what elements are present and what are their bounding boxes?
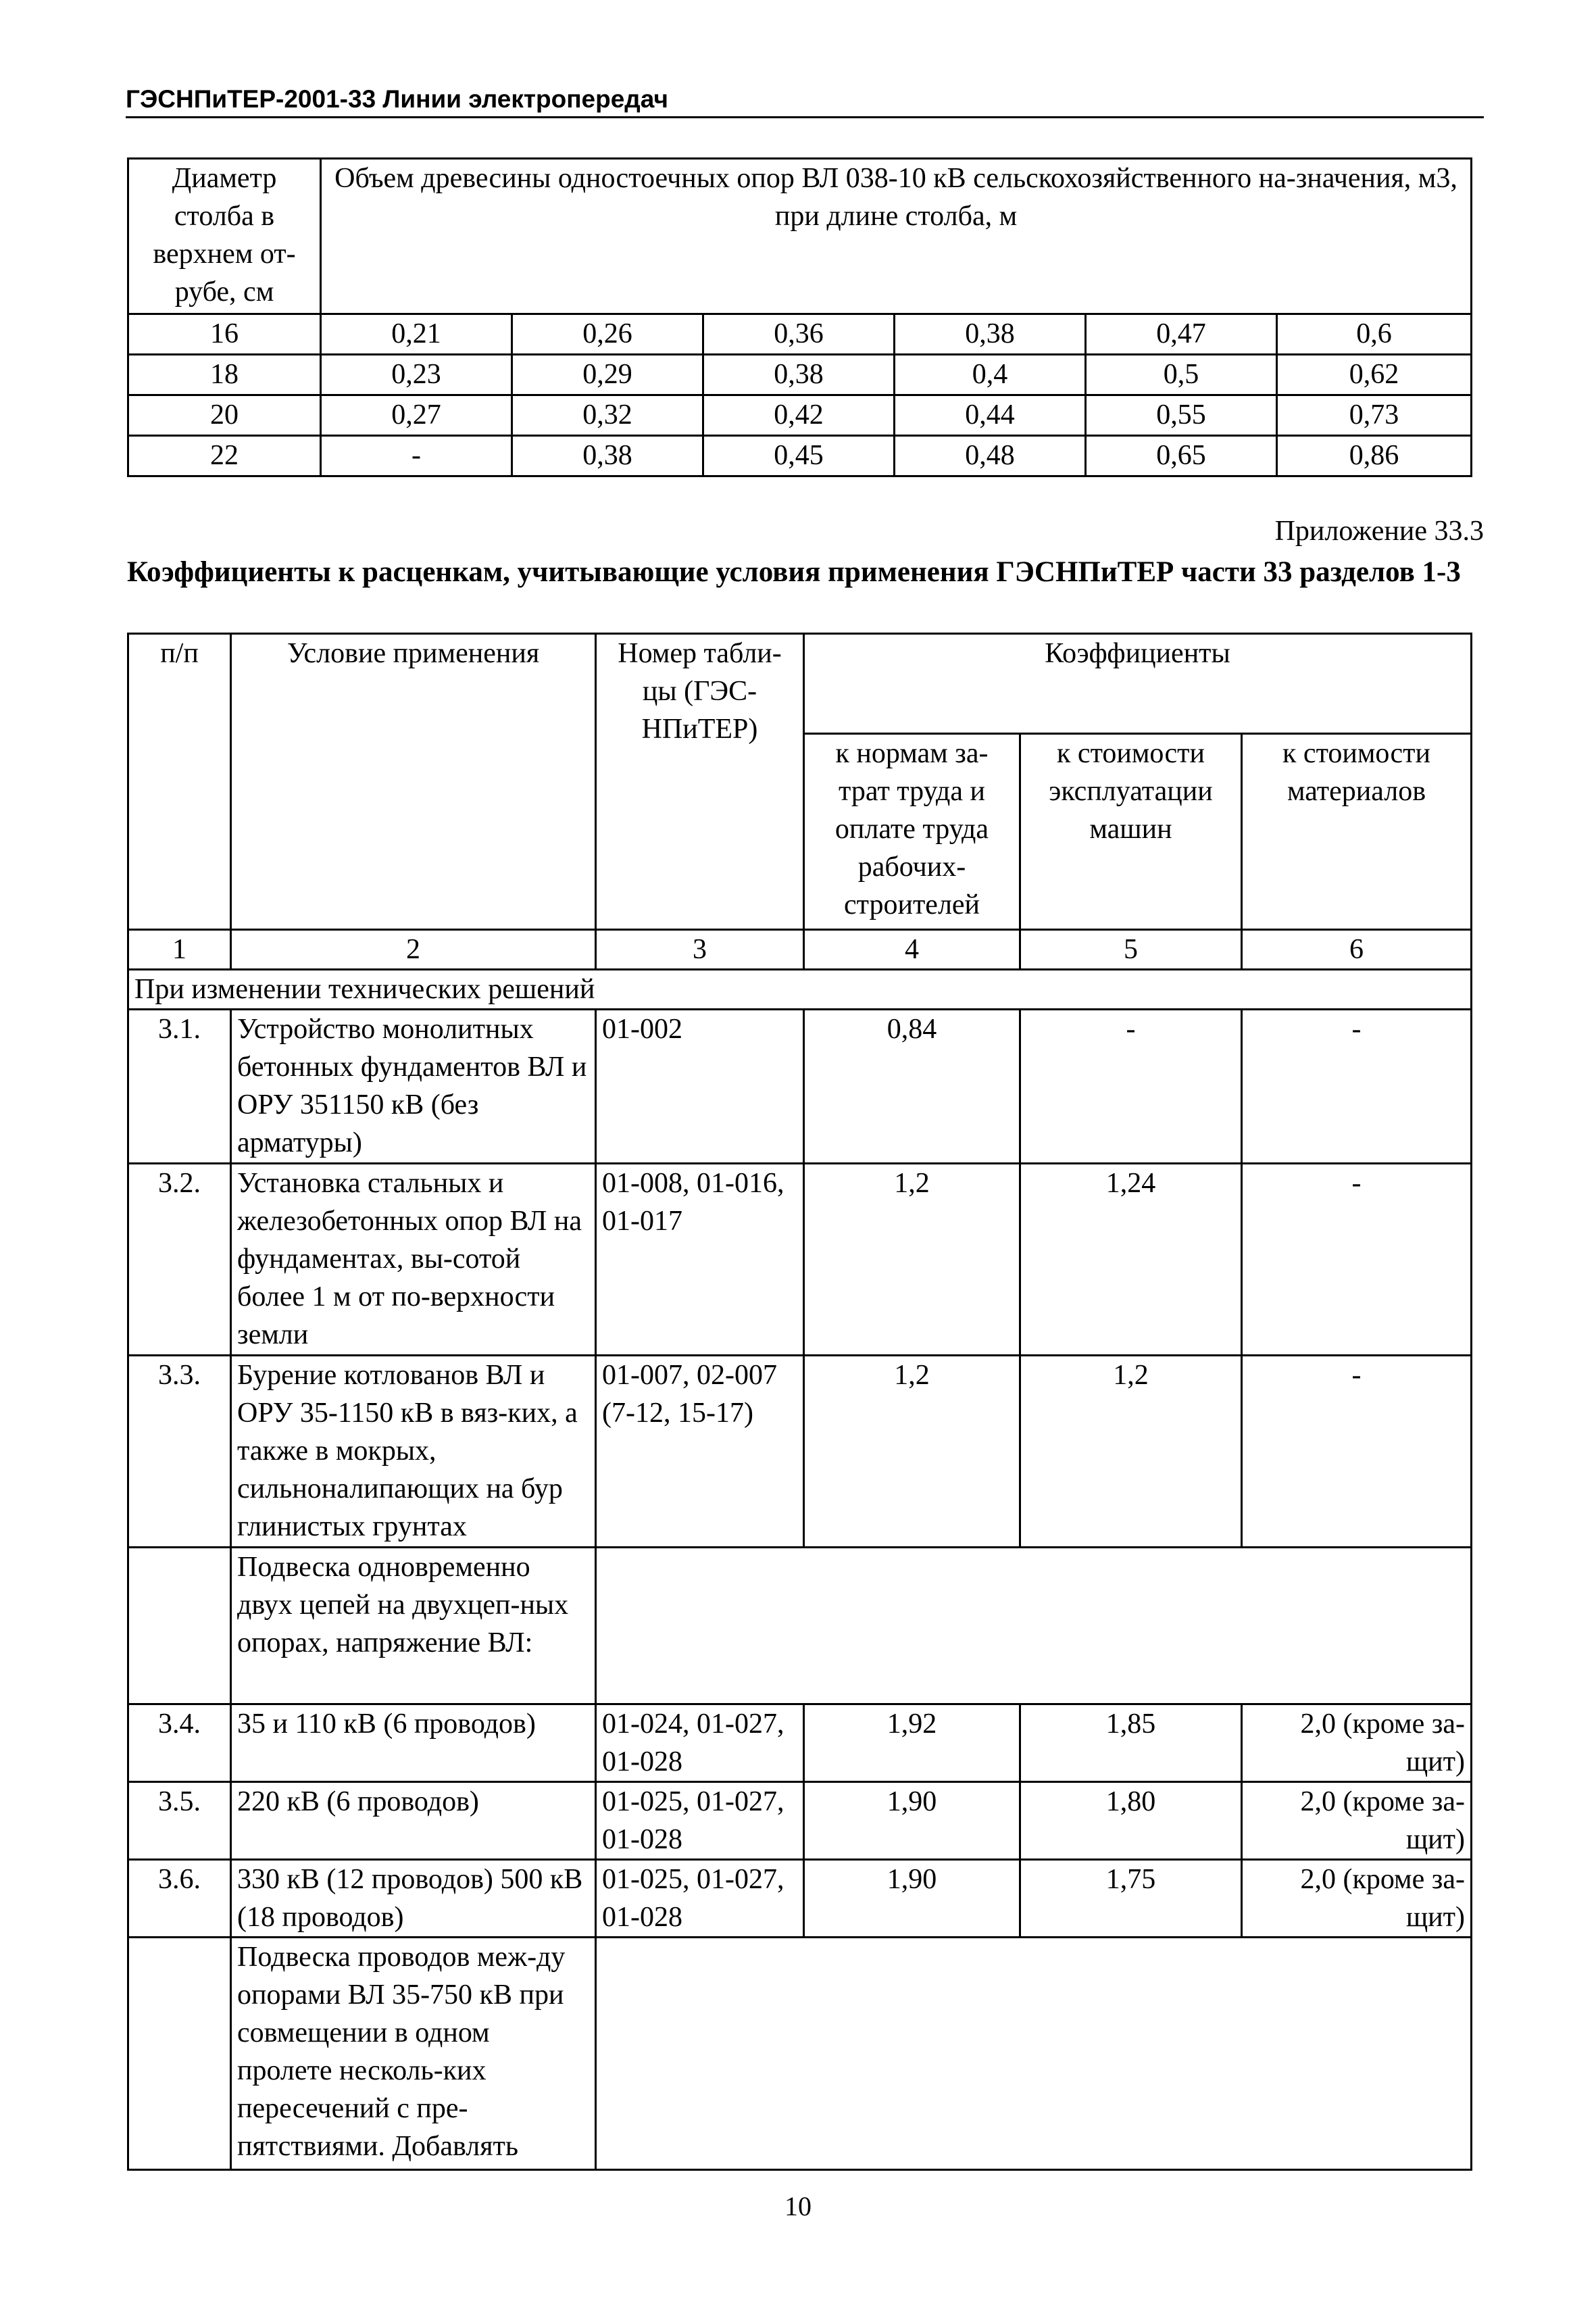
volume-cell: 0,73 xyxy=(1277,395,1472,436)
volume-cell: 0,86 xyxy=(1277,436,1472,476)
subheader-num-empty xyxy=(128,1548,231,1704)
coefficients-table xyxy=(127,633,1472,2171)
row-labor-coef: 1,2 xyxy=(804,1164,1020,1356)
row-table-number: 01-008, 01-016, 01-017 xyxy=(596,1164,804,1356)
volume-cell: 0,48 xyxy=(895,436,1086,476)
row-condition: Бурение котлованов ВЛ и ОРУ 35-1150 кВ в вяз-ких, а также в мокрых, сильноналипающих на бур глинистых грунтах xyxy=(231,1356,596,1548)
row-table-number: 01-025, 01-027, 01-028 xyxy=(596,1860,804,1938)
volume-cell: 0,42 xyxy=(703,395,895,436)
volume-cell: 0,44 xyxy=(895,395,1086,436)
row-machines-coef: 1,24 xyxy=(1020,1164,1242,1356)
subheader-condition: Подвеска одновременно двух цепей на двухцеп-ных опорах, напряжение ВЛ: xyxy=(231,1548,596,1704)
row-table-number: 01-007, 02-007 (7-12, 15-17) xyxy=(596,1356,804,1548)
diameter-cell: 16 xyxy=(128,314,321,355)
group-title: При изменении технических решений xyxy=(128,970,1472,1010)
volume-cell: 0,27 xyxy=(321,395,512,436)
column-number: 1 xyxy=(128,930,231,970)
volume-table xyxy=(127,157,1472,477)
volume-cell: 0,38 xyxy=(703,355,895,395)
volume-cell: 0,55 xyxy=(1086,395,1277,436)
section-title: Коэффициенты к расценкам, учитывающие условия применения ГЭСНПиТЕР части 33 разделов 1-3 xyxy=(127,556,1461,588)
row-num: 3.1. xyxy=(128,1010,231,1164)
row-machines-coef: 1,75 xyxy=(1020,1860,1242,1938)
row-materials-coef: - xyxy=(1242,1010,1472,1164)
subheader-condition: Подвеска проводов меж-ду опорами ВЛ 35-750 кВ при совмещении в одном пролете несколь-ких пересечений с пре-пятствиями. Добавлять xyxy=(231,1938,596,2170)
volume-cell: 0,65 xyxy=(1086,436,1277,476)
row-machines-coef: - xyxy=(1020,1010,1242,1164)
row-materials-coef: 2,0 (кроме за-щит) xyxy=(1242,1782,1472,1860)
volume-cell: 0,38 xyxy=(512,436,703,476)
subheader-empty xyxy=(596,1548,1472,1704)
row-machines-coef: 1,85 xyxy=(1020,1704,1242,1782)
row-table-number: 01-025, 01-027, 01-028 xyxy=(596,1782,804,1860)
row-condition: 220 кВ (6 проводов) xyxy=(231,1782,596,1860)
row-labor-coef: 0,84 xyxy=(804,1010,1020,1164)
volume-cell: 0,26 xyxy=(512,314,703,355)
volume-cell: 0,32 xyxy=(512,395,703,436)
row-num: 3.6. xyxy=(128,1860,231,1938)
row-materials-coef: 2,0 (кроме за-щит) xyxy=(1242,1860,1472,1938)
row-table-number: 01-002 xyxy=(596,1010,804,1164)
diameter-header: Диаметр столба в верхнем от-рубе, см xyxy=(128,159,321,314)
header-rule xyxy=(126,116,1484,118)
row-labor-coef: 1,90 xyxy=(804,1782,1020,1860)
row-condition: 330 кВ (12 проводов) 500 кВ (18 проводов) xyxy=(231,1860,596,1938)
diameter-cell: 18 xyxy=(128,355,321,395)
row-table-number: 01-024, 01-027, 01-028 xyxy=(596,1704,804,1782)
column-number: 4 xyxy=(804,930,1020,970)
row-machines-coef: 1,2 xyxy=(1020,1356,1242,1548)
volume-cell: 0,47 xyxy=(1086,314,1277,355)
volume-header: Объем древесины одностоечных опор ВЛ 038-10 кВ сельскохозяйственного на-значения, м3, при длине столба, м xyxy=(321,159,1472,314)
header-labor: к нормам за-трат труда и оплате труда рабочих-строителей xyxy=(804,734,1020,930)
diameter-cell: 20 xyxy=(128,395,321,436)
page-number: 10 xyxy=(784,2191,812,2221)
volume-cell: 0,5 xyxy=(1086,355,1277,395)
row-materials-coef: 2,0 (кроме за-щит) xyxy=(1242,1704,1472,1782)
row-labor-coef: 1,92 xyxy=(804,1704,1020,1782)
subheader-num-empty xyxy=(128,1938,231,2170)
header-machines: к стоимости эксплуатации машин xyxy=(1020,734,1242,930)
volume-cell: 0,21 xyxy=(321,314,512,355)
row-labor-coef: 1,90 xyxy=(804,1860,1020,1938)
volume-cell: 0,36 xyxy=(703,314,895,355)
header-coefficients: Коэффициенты xyxy=(804,634,1472,734)
column-number: 6 xyxy=(1242,930,1472,970)
row-num: 3.5. xyxy=(128,1782,231,1860)
volume-cell: 0,29 xyxy=(512,355,703,395)
header-materials: к стоимости материалов xyxy=(1242,734,1472,930)
column-number: 2 xyxy=(231,930,596,970)
diameter-cell: 22 xyxy=(128,436,321,476)
volume-cell: 0,45 xyxy=(703,436,895,476)
row-condition: Устройство монолитных бетонных фундаментов ВЛ и ОРУ 351150 кВ (без арматуры) xyxy=(231,1010,596,1164)
header-condition: Условие применения xyxy=(231,634,596,930)
row-num: 3.3. xyxy=(128,1356,231,1548)
volume-cell: 0,23 xyxy=(321,355,512,395)
row-labor-coef: 1,2 xyxy=(804,1356,1020,1548)
volume-cell: 0,4 xyxy=(895,355,1086,395)
running-header: ГЭСНПиТЕР-2001-33 Линии электропередач xyxy=(126,85,668,113)
row-condition: 35 и 110 кВ (6 проводов) xyxy=(231,1704,596,1782)
volume-cell: 0,38 xyxy=(895,314,1086,355)
appendix-label: Приложение 33.3 xyxy=(1274,516,1484,547)
row-num: 3.2. xyxy=(128,1164,231,1356)
header-num: п/п xyxy=(128,634,231,930)
row-condition: Установка стальных и железобетонных опор ВЛ на фундаментах, вы-сотой более 1 м от по-верхности земли xyxy=(231,1164,596,1356)
row-materials-coef: - xyxy=(1242,1356,1472,1548)
subheader-empty xyxy=(596,1938,1472,2170)
row-num: 3.4. xyxy=(128,1704,231,1782)
volume-cell: 0,6 xyxy=(1277,314,1472,355)
header-table-number: Номер табли-цы (ГЭС-НПиТЕР) xyxy=(596,634,804,930)
column-number: 5 xyxy=(1020,930,1242,970)
column-number: 3 xyxy=(596,930,804,970)
volume-cell: 0,62 xyxy=(1277,355,1472,395)
volume-cell: - xyxy=(321,436,512,476)
row-materials-coef: - xyxy=(1242,1164,1472,1356)
row-machines-coef: 1,80 xyxy=(1020,1782,1242,1860)
